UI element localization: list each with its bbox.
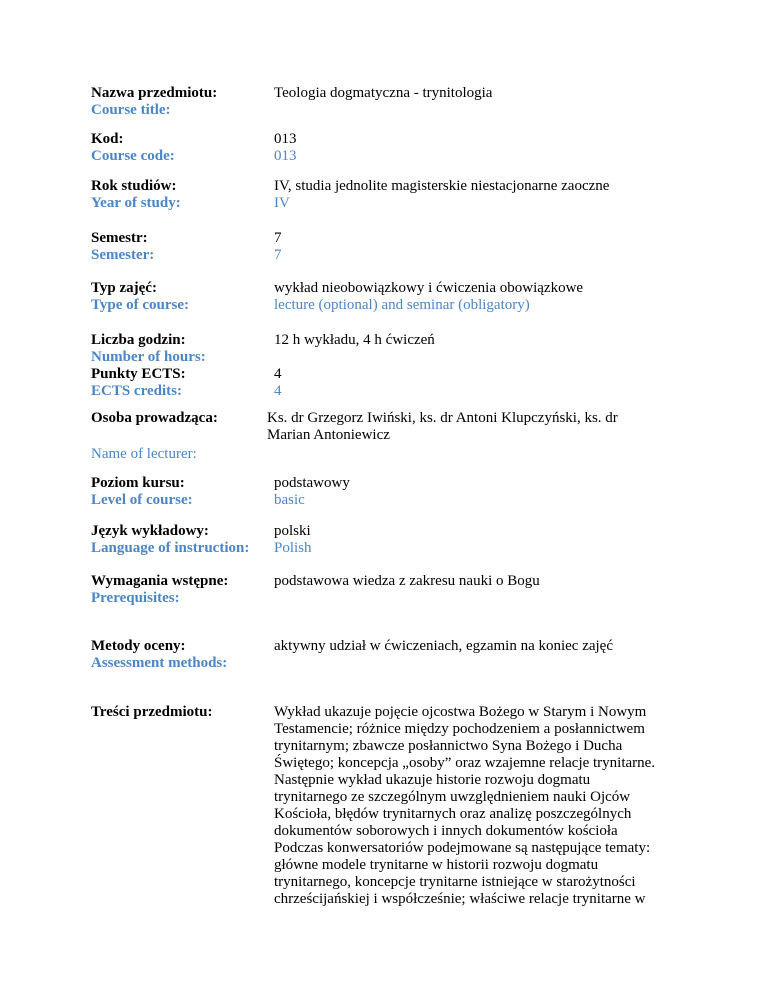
label-semester-pl: Semestr: bbox=[91, 230, 148, 246]
label-year-en: Year of study: bbox=[91, 195, 181, 211]
value-prerequisites-pl: podstawowa wiedza z zakresu nauki o Bogu bbox=[274, 573, 540, 589]
label-assessment-pl: Metody oceny: bbox=[91, 638, 186, 654]
value-language-en: Polish bbox=[274, 540, 312, 556]
value-year-pl: IV, studia jednolite magisterskie niestacjonarne zaoczne bbox=[274, 178, 610, 194]
label-hours-en: Number of hours: bbox=[91, 349, 206, 365]
value-ects-pl: 4 bbox=[274, 366, 282, 382]
content-line: Testamencie; różnice między pochodzeniem a posłannictwem bbox=[274, 721, 645, 737]
value-course-title: Teologia dogmatyczna - trynitologia bbox=[274, 85, 493, 101]
course-contents-paragraph bbox=[274, 704, 694, 908]
label-prerequisites-pl: Wymagania wstępne: bbox=[91, 573, 229, 589]
label-course-code-pl: Kod: bbox=[91, 131, 124, 147]
label-level-en: Level of course: bbox=[91, 492, 193, 508]
value-course-code-en: 013 bbox=[274, 148, 297, 164]
value-semester-en: 7 bbox=[274, 247, 282, 263]
label-course-code-en: Course code: bbox=[91, 148, 175, 164]
content-line: główne modele trynitarne w historii rozwoju dogmatu bbox=[274, 857, 599, 873]
label-lecturer-en: Name of lecturer: bbox=[91, 446, 197, 462]
label-type-en: Type of course: bbox=[91, 297, 190, 313]
label-type-pl: Typ zajęć: bbox=[91, 280, 157, 296]
label-language-en: Language of instruction: bbox=[91, 540, 250, 556]
value-language-pl: polski bbox=[274, 523, 311, 539]
label-ects-en: ECTS credits: bbox=[91, 383, 182, 399]
value-level-en: basic bbox=[274, 492, 305, 508]
label-hours-pl: Liczba godzin: bbox=[91, 332, 186, 348]
value-course-code-pl: 013 bbox=[274, 131, 297, 147]
content-line: Świętego; koncepcja „osoby” oraz wzajemne relacje trynitarne. bbox=[274, 755, 656, 771]
label-prerequisites-en: Prerequisites: bbox=[91, 590, 180, 606]
content-line: trynitarnego ze szczególnym uwzględnieniem nauki Ojców bbox=[274, 789, 631, 805]
label-contents-pl: Treści przedmiotu: bbox=[91, 704, 213, 720]
content-line: chrześcijańskiej i współcześnie; właściwe relacje trynitarne w bbox=[274, 891, 646, 907]
value-year-en: IV bbox=[274, 195, 290, 211]
value-lecturer-line2: Marian Antoniewicz bbox=[267, 427, 390, 443]
label-semester-en: Semester: bbox=[91, 247, 155, 263]
value-lecturer-line1: Ks. dr Grzegorz Iwiński, ks. dr Antoni Klupczyński, ks. dr bbox=[267, 410, 618, 426]
content-line: trynitarnego, koncepcje trynitarne istniejące w starożytności bbox=[274, 874, 636, 890]
value-semester-pl: 7 bbox=[274, 230, 282, 246]
content-line: dokumentów soborowych i innych dokumentów kościoła bbox=[274, 823, 618, 839]
label-lecturer-pl: Osoba prowadząca: bbox=[91, 410, 218, 426]
value-assessment-pl: aktywny udział w ćwiczeniach, egzamin na koniec zajęć bbox=[274, 638, 614, 654]
label-course-title-pl: Nazwa przedmiotu: bbox=[91, 85, 218, 101]
content-line: Wykład ukazuje pojęcie ojcostwa Bożego w Starym i Nowym bbox=[274, 704, 647, 720]
content-line: Podczas konwersatoriów podejmowane są następujące tematy: bbox=[274, 840, 651, 856]
label-ects-pl: Punkty ECTS: bbox=[91, 366, 186, 382]
label-assessment-en: Assessment methods: bbox=[91, 655, 228, 671]
value-ects-en: 4 bbox=[274, 383, 282, 399]
value-level-pl: podstawowy bbox=[274, 475, 350, 491]
value-type-pl: wykład nieobowiązkowy i ćwiczenia obowiązkowe bbox=[274, 280, 584, 296]
content-line: Kościoła, błędów trynitarnych oraz analizę poszczególnych bbox=[274, 806, 632, 822]
label-course-title-en: Course title: bbox=[91, 102, 171, 118]
content-line: trynitarnym; zbawcze posłannictwo Syna Bożego i Ducha bbox=[274, 738, 623, 754]
value-type-en: lecture (optional) and seminar (obligatory) bbox=[274, 297, 530, 313]
value-hours-pl: 12 h wykładu, 4 h ćwiczeń bbox=[274, 332, 435, 348]
content-line: Następnie wykład ukazuje historie rozwoju dogmatu bbox=[274, 772, 591, 788]
label-year-pl: Rok studiów: bbox=[91, 178, 177, 194]
label-language-pl: Język wykładowy: bbox=[91, 523, 209, 539]
label-level-pl: Poziom kursu: bbox=[91, 475, 185, 491]
